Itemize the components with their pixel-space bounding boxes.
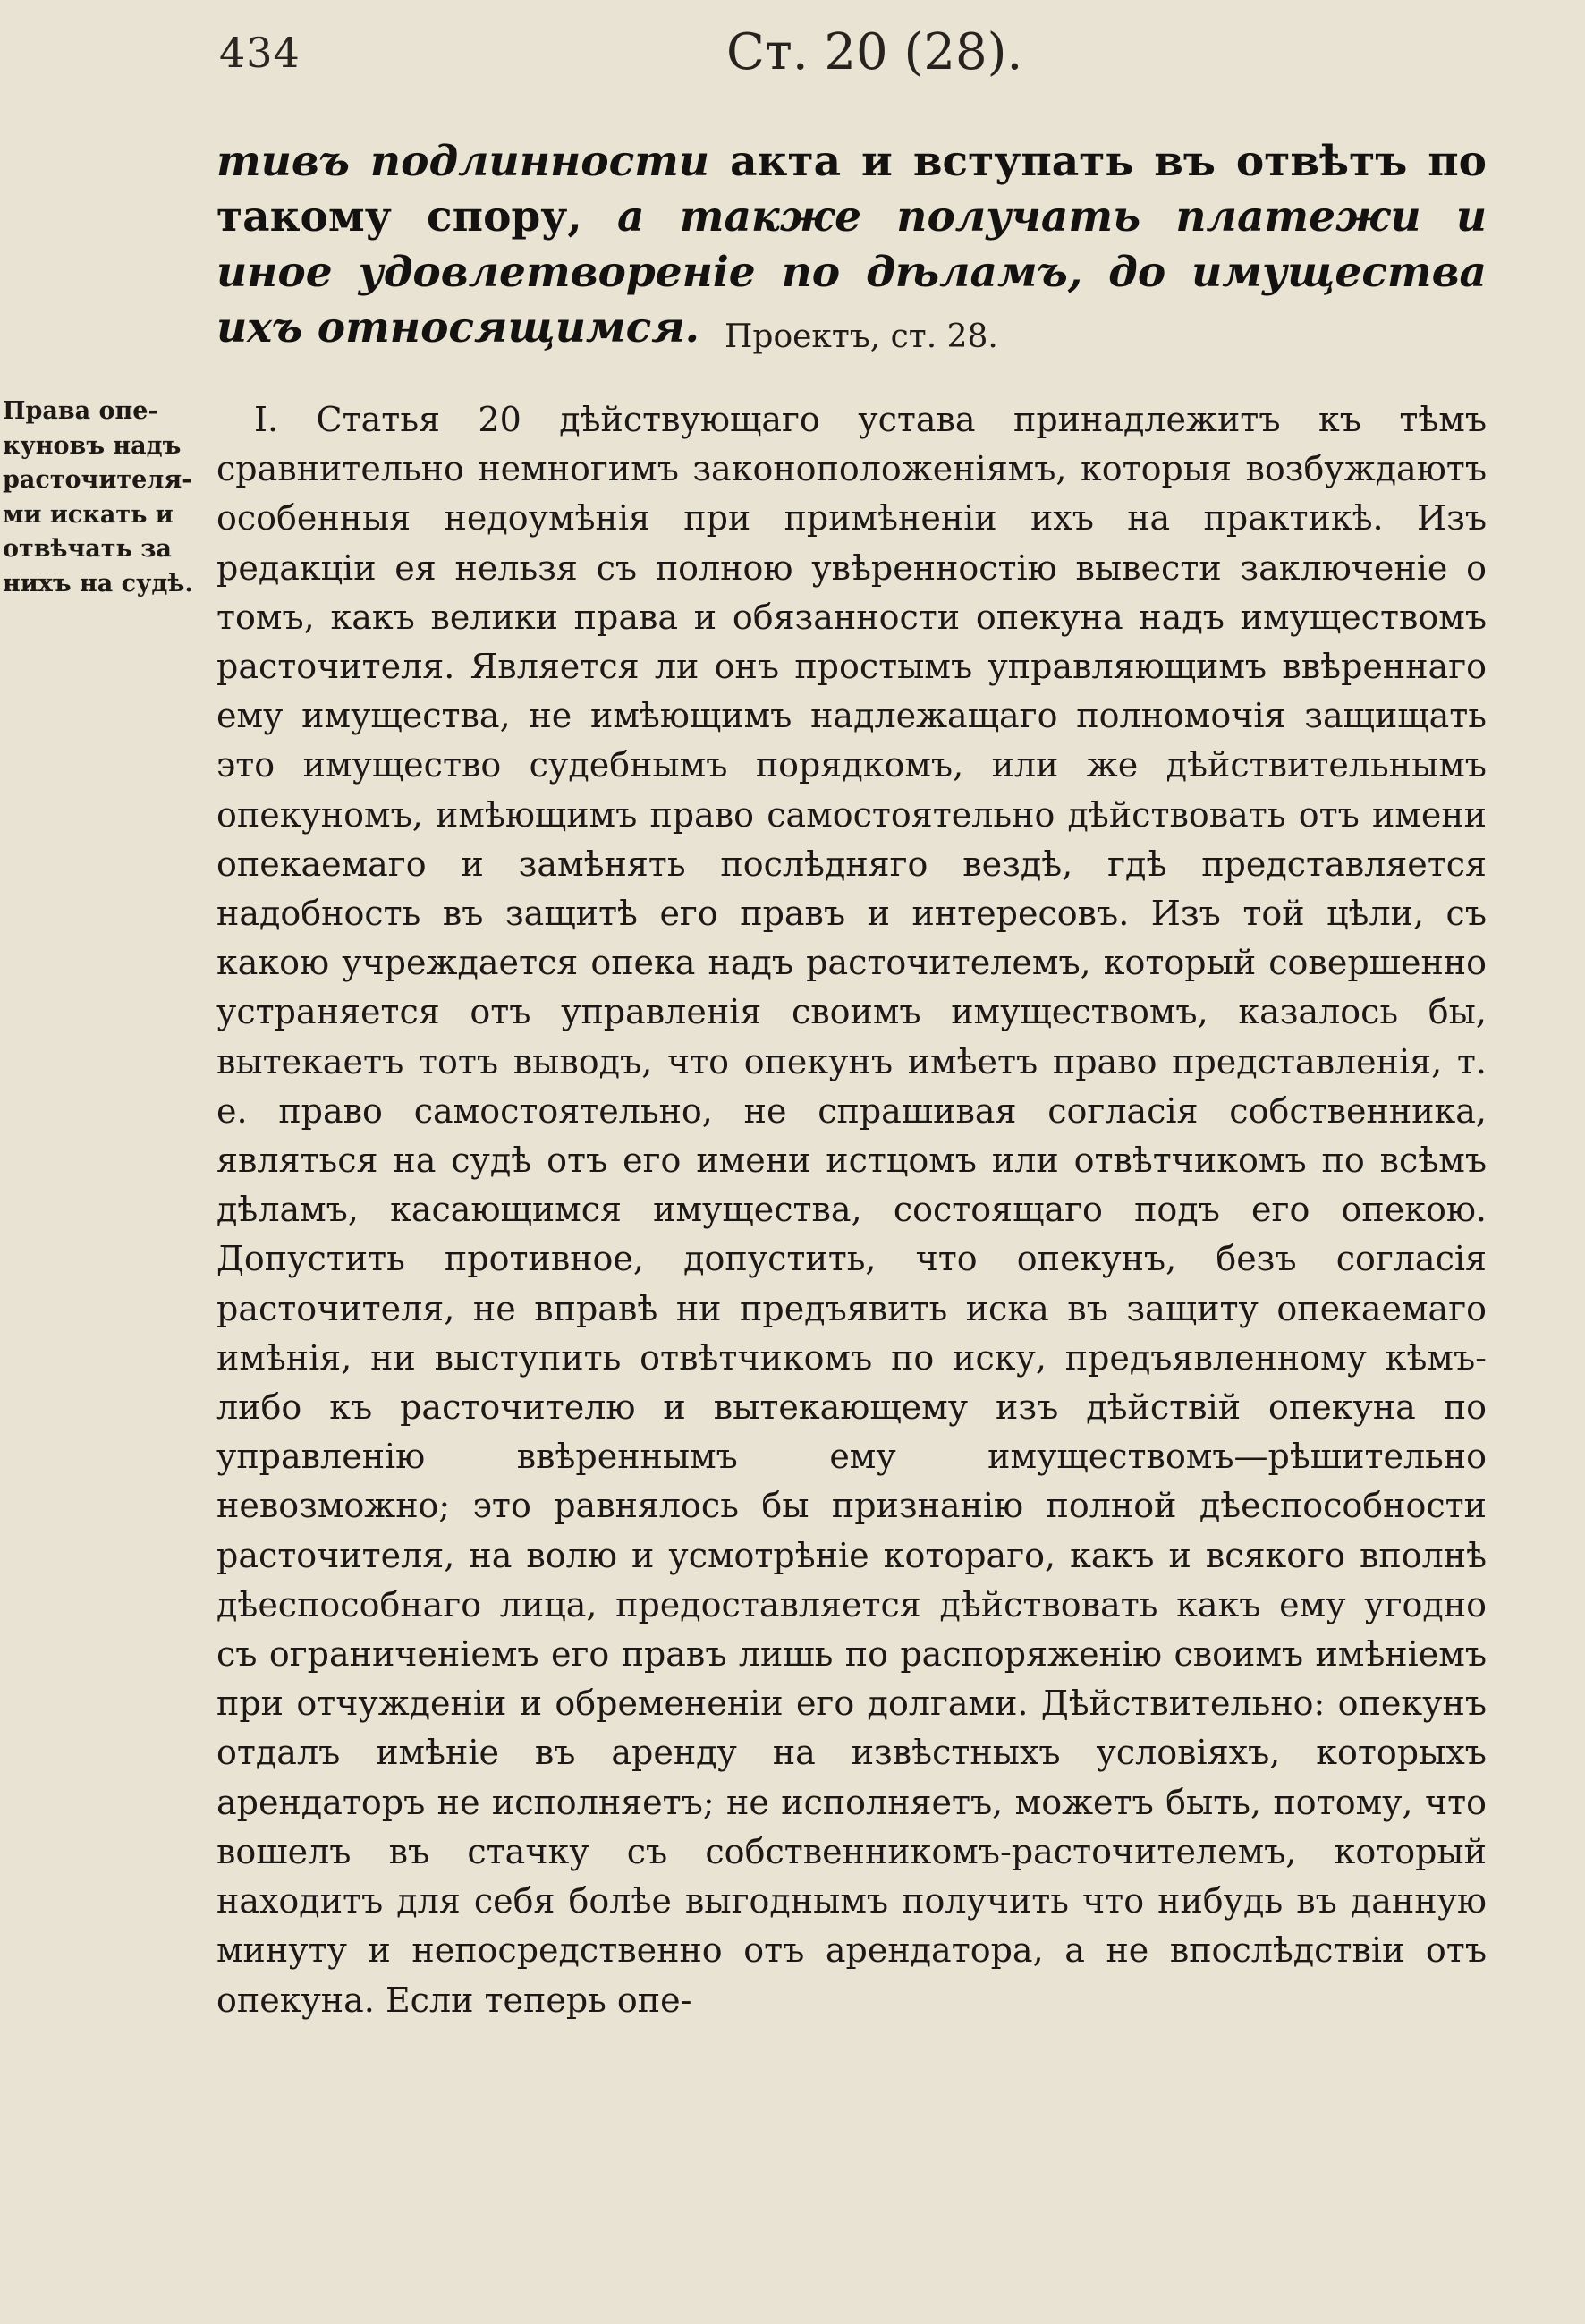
statute-italic-part-2: а также получать платежи и иное удовлетвореніе по дѣламъ, до имущества ихъ относящимся.	[216, 192, 1488, 352]
margin-note-line: нихъ на судѣ.	[3, 569, 193, 598]
running-head	[0, 23, 1585, 86]
margin-note-line: отвѣчать за	[3, 535, 172, 563]
statute-italic-part-1: тивъ подлинности	[216, 137, 710, 186]
margin-note-line: куновъ надъ	[3, 431, 182, 460]
margin-note-line: ми искать и	[3, 500, 174, 529]
statute-bold-part: акта и вступать въ отвѣтъ по такому спору,	[216, 137, 1487, 242]
commentary-paragraph: I. Статья 20 дѣйствующаго устава принадлежитъ къ тѣмъ сравнительно немногимъ законоположеніямъ, которыя возбуждаютъ особенныя недоумѣнія при примѣненіи ихъ на практикѣ. Изъ редакціи ея нельзя съ полною увѣренностію вывести заключеніе о томъ, какъ велики права и обязанности опекуна надъ имуществомъ расточителя. Является ли онъ простымъ управляющимъ ввѣреннаго ему имущества, не имѣющимъ надлежащаго полномочія защищать это имущество судебнымъ порядкомъ, или же дѣйствительнымъ опекуномъ, имѣющимъ право самостоятельно дѣйствовать отъ имени опекаемаго и замѣнять послѣдняго вездѣ, гдѣ представляется надобность въ защитѣ его правъ и интересовъ. Изъ той цѣли, съ какою учреждается опека надъ расточителемъ, который совершенно устраняется отъ управленія своимъ имуществомъ, казалось бы, вытекаетъ тотъ выводъ, что опекунъ имѣетъ право представленія, т. е. право самостоятельно, не спрашивая согласія собственника, являться на судѣ отъ его имени истцомъ или отвѣтчикомъ по всѣмъ дѣламъ, касающимся имущества, состоящаго подъ его опекою. Допустить противное, допустить, что опекунъ, безъ согласія расточителя, не вправѣ ни предъявить иска въ защиту опекаемаго имѣнія, ни выступить отвѣтчикомъ по иску, предъявленному кѣмъ-либо къ расточителю и вытекающему изъ дѣйствій опекуна по управленію ввѣреннымъ ему имуществомъ—рѣшительно невозможно; это равнялось бы признанію полной дѣеспособности расточителя, на волю и усмотрѣніе котораго, какъ и всякого вполнѣ дѣеспособнаго лица, предоставляется дѣйствовать какъ ему угодно съ ограниченіемъ его правъ лишь по распоряженію своимъ имѣніемъ при отчужденіи и обремененіи его долгами. Дѣйствительно: опекунъ отдалъ имѣніе въ аренду на извѣстныхъ условіяхъ, которыхъ арендаторъ не исполняетъ; не исполняетъ, можетъ быть, потому, что вошелъ въ стачку съ собственникомъ-расточителемъ, который находитъ для себя болѣе выгоднымъ получить что нибудь въ данную минуту и непосредственно отъ арендатора, а не впослѣдствіи отъ опекуна. Если теперь опе-	[216, 400, 1487, 2020]
margin-note-line: расточителя-	[3, 466, 192, 494]
source-reference: Проектъ, ст. 28.	[725, 318, 998, 355]
margin-note-line: Права опе-	[3, 397, 158, 425]
margin-note	[3, 394, 210, 601]
running-title: Ст. 20 (28).	[726, 23, 1023, 81]
page-number: 434	[219, 29, 301, 77]
commentary-text	[216, 395, 1487, 2025]
